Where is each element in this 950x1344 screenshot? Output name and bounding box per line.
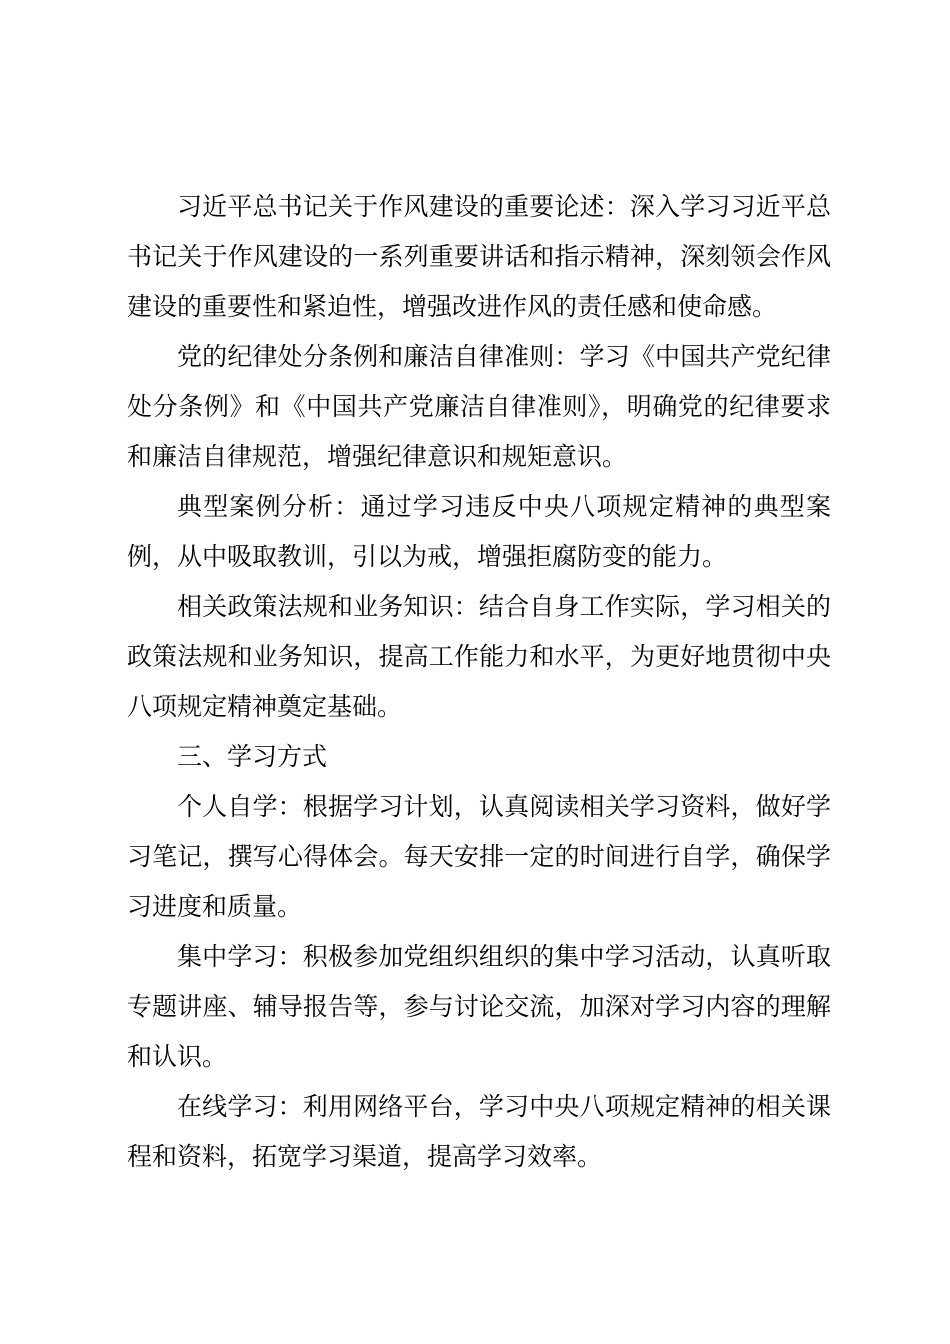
paragraph-work-style-discourse: 习近平总书记关于作风建设的重要论述：深入学习习近平总书记关于作风建设的一系列重要讲话和指示精神，深刻领会作风建设的重要性和紧迫性，增强改进作风的责任感和使命感。 (127, 192, 831, 321)
paragraph-case-analysis: 典型案例分析：通过学习违反中央八项规定精神的典型案例，从中吸取教训，引以为戒，增强拒腐防变的能力。 (127, 492, 831, 571)
section-heading-study-methods: 三、学习方式 (177, 742, 328, 771)
paragraph-group-study: 集中学习：积极参加党组织组织的集中学习活动，认真听取专题讲座、辅导报告等，参与讨论交流，加深对学习内容的理解和认识。 (127, 942, 831, 1071)
document-body (127, 182, 831, 1182)
paragraph-self-study: 个人自学：根据学习计划，认真阅读相关学习资料，做好学习笔记，撰写心得体会。每天安排一定的时间进行自学，确保学习进度和质量。 (127, 792, 831, 921)
paragraph-online-study: 在线学习：利用网络平台，学习中央八项规定精神的相关课程和资料，拓宽学习渠道，提高学习效率。 (127, 1092, 831, 1171)
paragraph-policy-knowledge: 相关政策法规和业务知识：结合自身工作实际，学习相关的政策法规和业务知识，提高工作能力和水平，为更好地贯彻中央八项规定精神奠定基础。 (127, 592, 831, 721)
paragraph-discipline-regulations: 党的纪律处分条例和廉洁自律准则：学习《中国共产党纪律处分条例》和《中国共产党廉洁自律准则》，明确党的纪律要求和廉洁自律规范，增强纪律意识和规矩意识。 (127, 342, 831, 471)
